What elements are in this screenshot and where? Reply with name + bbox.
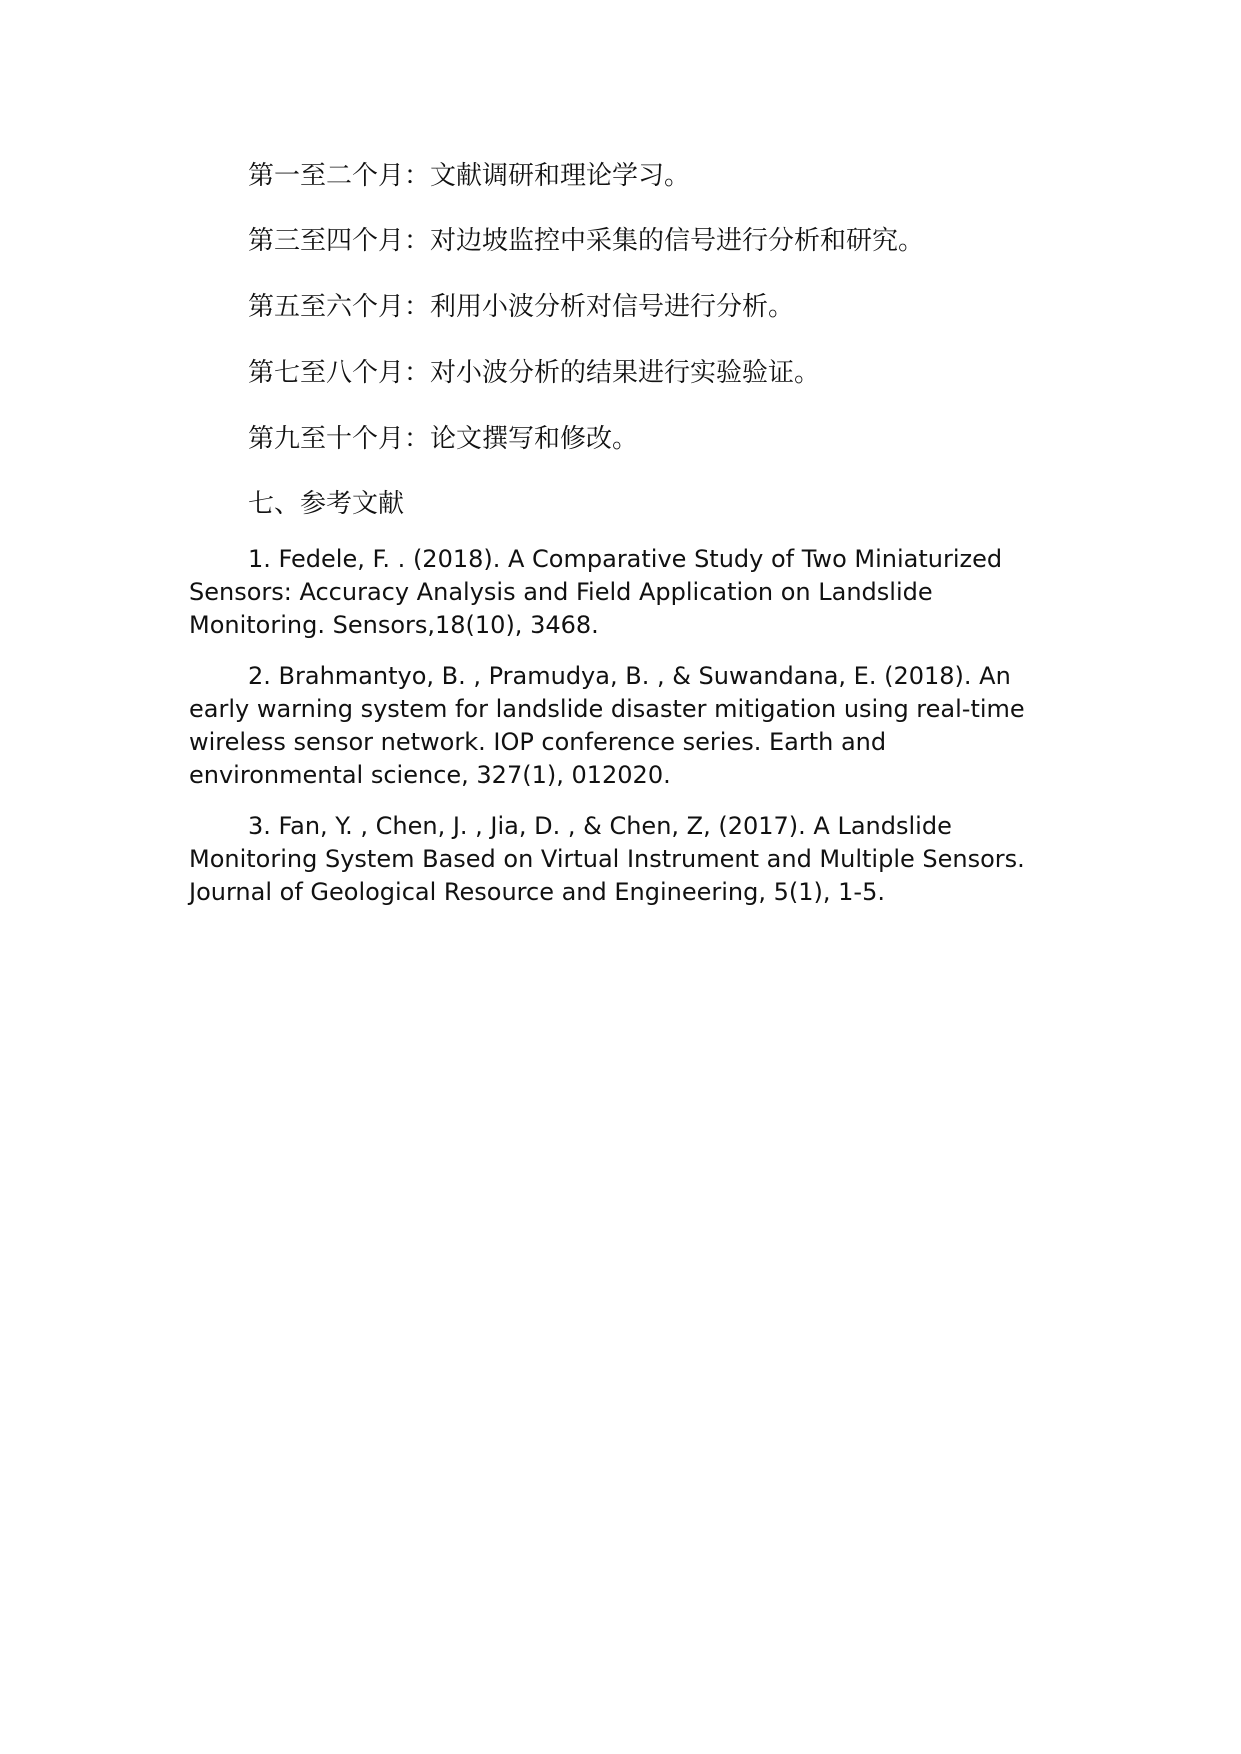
schedule-item-4: 第七至八个月：对小波分析的结果进行实验验证。 xyxy=(248,358,821,388)
reference-item-3: 3. Fan, Y. , Chen, J. , Jia, D. , & Chen, Z, (2017). A Landslide Monitoring System Based on Virtual Instrument and Multiple Sensors. Journal of Geological Resource and Engineering, 5(1), 1-5. xyxy=(189,812,1025,906)
schedule-item-3: 第五至六个月：利用小波分析对信号进行分析。 xyxy=(248,292,795,322)
schedule-item-5: 第九至十个月：论文撰写和修改。 xyxy=(248,424,639,454)
schedule-item-2: 第三至四个月：对边坡监控中采集的信号进行分析和研究。 xyxy=(248,226,925,256)
schedule-item-1: 第一至二个月：文献调研和理论学习。 xyxy=(248,161,691,191)
reference-item-1: 1. Fedele, F. . (2018). A Comparative Study of Two Miniaturized Sensors: Accuracy Analysis and Field Application on Landslide Monitoring. Sensors,18(10), 3468. xyxy=(189,545,1003,639)
references-heading: 七、参考文献 xyxy=(248,489,405,519)
reference-item-2: 2. Brahmantyo, B. , Pramudya, B. , & Suwandana, E. (2018). An early warning system for landslide disaster mitigation using real-time wireless sensor network. IOP conference series. Earth and environmental science, 327(1), 012020. xyxy=(189,662,1025,789)
